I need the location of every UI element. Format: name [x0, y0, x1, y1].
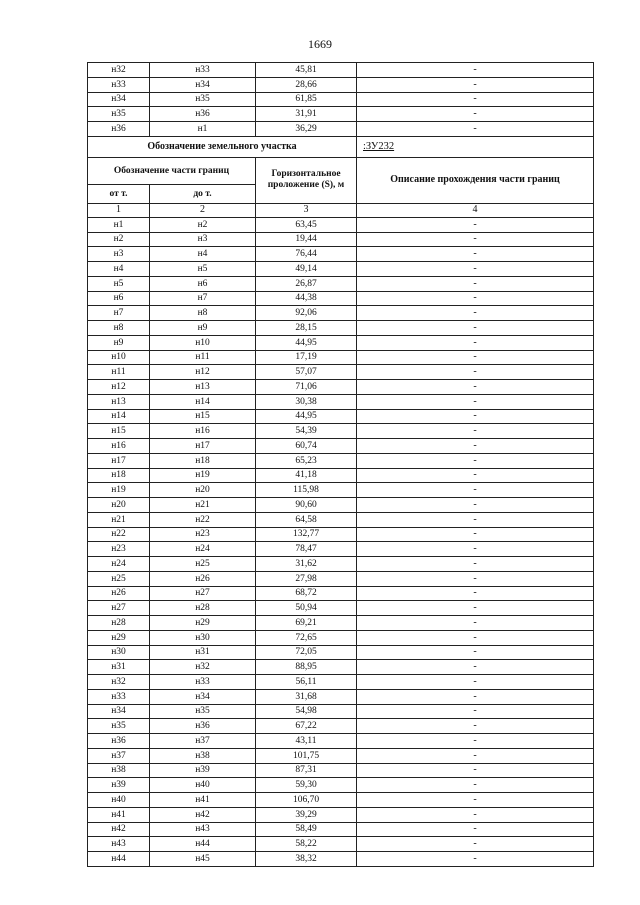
boundary-description: - — [357, 321, 594, 336]
segment-rows — [88, 217, 594, 866]
horizontal-length: 45,81 — [256, 63, 357, 78]
to-point: н13 — [150, 380, 256, 395]
column-number: 3 — [256, 203, 357, 217]
top-rows — [88, 63, 594, 137]
table-row — [88, 306, 594, 321]
horizontal-length: 39,29 — [256, 807, 357, 822]
boundary-description: - — [357, 557, 594, 572]
boundary-description: - — [357, 748, 594, 763]
to-point: н1 — [150, 122, 256, 137]
from-point: н15 — [88, 424, 150, 439]
boundary-description: - — [357, 807, 594, 822]
from-point: н18 — [88, 468, 150, 483]
to-point: н28 — [150, 601, 256, 616]
from-point: н7 — [88, 306, 150, 321]
horizontal-length: 72,05 — [256, 645, 357, 660]
boundary-description: - — [357, 704, 594, 719]
to-point: н17 — [150, 439, 256, 454]
table-row — [88, 527, 594, 542]
to-point: н11 — [150, 350, 256, 365]
from-point: н29 — [88, 630, 150, 645]
table-row — [88, 837, 594, 852]
from-point: н23 — [88, 542, 150, 557]
boundary-description: - — [357, 247, 594, 262]
from-point: н21 — [88, 512, 150, 527]
from-point: н32 — [88, 675, 150, 690]
from-point: н19 — [88, 483, 150, 498]
from-point: н22 — [88, 527, 150, 542]
horizontal-length: 41,18 — [256, 468, 357, 483]
to-point: н14 — [150, 394, 256, 409]
from-point: н8 — [88, 321, 150, 336]
from-point: н13 — [88, 394, 150, 409]
to-point: н20 — [150, 483, 256, 498]
boundary-description: - — [357, 394, 594, 409]
header-part: Обозначение части границ — [88, 157, 256, 184]
to-point: н35 — [150, 704, 256, 719]
header-to: до т. — [150, 184, 256, 203]
horizontal-length: 17,19 — [256, 350, 357, 365]
from-point: н9 — [88, 335, 150, 350]
to-point: н40 — [150, 778, 256, 793]
from-point: н31 — [88, 660, 150, 675]
table-row — [88, 262, 594, 277]
to-point: н18 — [150, 453, 256, 468]
table-row — [88, 63, 594, 78]
boundary-description: - — [357, 571, 594, 586]
table-row — [88, 92, 594, 107]
from-point: н3 — [88, 247, 150, 262]
from-point: н11 — [88, 365, 150, 380]
boundary-description: - — [357, 675, 594, 690]
table-row — [88, 107, 594, 122]
horizontal-length: 27,98 — [256, 571, 357, 586]
horizontal-length: 38,32 — [256, 852, 357, 867]
horizontal-length: 31,68 — [256, 689, 357, 704]
boundary-description: - — [357, 468, 594, 483]
from-point: н20 — [88, 498, 150, 513]
horizontal-length: 68,72 — [256, 586, 357, 601]
table-row — [88, 512, 594, 527]
table-row — [88, 778, 594, 793]
horizontal-length: 60,74 — [256, 439, 357, 454]
horizontal-length: 50,94 — [256, 601, 357, 616]
to-point: н34 — [150, 77, 256, 92]
boundary-description: - — [357, 822, 594, 837]
to-point: н38 — [150, 748, 256, 763]
to-point: н19 — [150, 468, 256, 483]
table-row — [88, 380, 594, 395]
table-row — [88, 122, 594, 137]
from-point: н26 — [88, 586, 150, 601]
table-row — [88, 483, 594, 498]
horizontal-length: 28,66 — [256, 77, 357, 92]
from-point: н33 — [88, 689, 150, 704]
boundary-description: - — [357, 63, 594, 78]
table-row — [88, 748, 594, 763]
to-point: н39 — [150, 763, 256, 778]
to-point: н34 — [150, 689, 256, 704]
boundary-description: - — [357, 365, 594, 380]
to-point: н22 — [150, 512, 256, 527]
table-row — [88, 557, 594, 572]
to-point: н4 — [150, 247, 256, 262]
table-row — [88, 630, 594, 645]
from-point: н38 — [88, 763, 150, 778]
to-point: н12 — [150, 365, 256, 380]
table-row — [88, 645, 594, 660]
from-point: н35 — [88, 107, 150, 122]
boundary-description: - — [357, 217, 594, 232]
boundary-description: - — [357, 350, 594, 365]
to-point: н45 — [150, 852, 256, 867]
from-point: н1 — [88, 217, 150, 232]
horizontal-length: 43,11 — [256, 734, 357, 749]
table-row — [88, 822, 594, 837]
horizontal-length: 76,44 — [256, 247, 357, 262]
horizontal-length: 31,62 — [256, 557, 357, 572]
to-point: н32 — [150, 660, 256, 675]
horizontal-length: 87,31 — [256, 763, 357, 778]
horizontal-length: 58,22 — [256, 837, 357, 852]
boundary-description: - — [357, 306, 594, 321]
table-row — [88, 660, 594, 675]
from-point: н36 — [88, 122, 150, 137]
boundary-description: - — [357, 793, 594, 808]
to-point: н7 — [150, 291, 256, 306]
boundary-description: - — [357, 689, 594, 704]
table-row — [88, 439, 594, 454]
from-point: н16 — [88, 439, 150, 454]
column-number: 1 — [88, 203, 150, 217]
boundary-description: - — [357, 291, 594, 306]
boundary-description: - — [357, 439, 594, 454]
table-row — [88, 571, 594, 586]
from-point: н6 — [88, 291, 150, 306]
boundary-description: - — [357, 719, 594, 734]
to-point: н2 — [150, 217, 256, 232]
horizontal-length: 44,95 — [256, 409, 357, 424]
table-row — [88, 232, 594, 247]
boundary-description: - — [357, 424, 594, 439]
table-row — [88, 675, 594, 690]
boundary-description: - — [357, 92, 594, 107]
table-row — [88, 542, 594, 557]
table-row — [88, 793, 594, 808]
horizontal-length: 56,11 — [256, 675, 357, 690]
table-row — [88, 468, 594, 483]
from-point: н32 — [88, 63, 150, 78]
table-row — [88, 704, 594, 719]
horizontal-length: 54,98 — [256, 704, 357, 719]
boundary-description: - — [357, 586, 594, 601]
to-point: н15 — [150, 409, 256, 424]
boundary-description: - — [357, 837, 594, 852]
from-point: н37 — [88, 748, 150, 763]
from-point: н39 — [88, 778, 150, 793]
from-point: н4 — [88, 262, 150, 277]
parcel-label: Обозначение земельного участка — [88, 136, 357, 157]
boundary-description: - — [357, 616, 594, 631]
horizontal-length: 65,23 — [256, 453, 357, 468]
column-number: 4 — [357, 203, 594, 217]
boundary-description: - — [357, 276, 594, 291]
horizontal-length: 19,44 — [256, 232, 357, 247]
to-point: н10 — [150, 335, 256, 350]
to-point: н41 — [150, 793, 256, 808]
to-point: н44 — [150, 837, 256, 852]
horizontal-length: 28,15 — [256, 321, 357, 336]
from-point: н5 — [88, 276, 150, 291]
boundary-description: - — [357, 527, 594, 542]
to-point: н24 — [150, 542, 256, 557]
to-point: н30 — [150, 630, 256, 645]
table-row — [88, 719, 594, 734]
to-point: н31 — [150, 645, 256, 660]
table-row — [88, 852, 594, 867]
from-point: н30 — [88, 645, 150, 660]
boundary-description: - — [357, 601, 594, 616]
horizontal-length: 92,06 — [256, 306, 357, 321]
horizontal-length: 90,60 — [256, 498, 357, 513]
to-point: н23 — [150, 527, 256, 542]
boundary-description: - — [357, 645, 594, 660]
to-point: н35 — [150, 92, 256, 107]
to-point: н36 — [150, 719, 256, 734]
to-point: н8 — [150, 306, 256, 321]
table-row — [88, 335, 594, 350]
boundary-description: - — [357, 763, 594, 778]
table-row — [88, 807, 594, 822]
table-row — [88, 409, 594, 424]
horizontal-length: 132,77 — [256, 527, 357, 542]
table-row — [88, 453, 594, 468]
from-point: н33 — [88, 77, 150, 92]
boundary-description: - — [357, 335, 594, 350]
to-point: н9 — [150, 321, 256, 336]
horizontal-length: 63,45 — [256, 217, 357, 232]
boundary-description: - — [357, 778, 594, 793]
from-point: н14 — [88, 409, 150, 424]
boundary-description: - — [357, 630, 594, 645]
horizontal-length: 106,70 — [256, 793, 357, 808]
table-row — [88, 321, 594, 336]
column-numbers-row — [88, 203, 594, 217]
horizontal-length: 31,91 — [256, 107, 357, 122]
horizontal-length: 72,65 — [256, 630, 357, 645]
horizontal-length: 59,30 — [256, 778, 357, 793]
to-point: н29 — [150, 616, 256, 631]
boundary-description: - — [357, 262, 594, 277]
to-point: н5 — [150, 262, 256, 277]
boundary-description: - — [357, 498, 594, 513]
header-from: от т. — [88, 184, 150, 203]
horizontal-length: 57,07 — [256, 365, 357, 380]
table-row — [88, 77, 594, 92]
horizontal-length: 88,95 — [256, 660, 357, 675]
from-point: н44 — [88, 852, 150, 867]
from-point: н35 — [88, 719, 150, 734]
column-number: 2 — [150, 203, 256, 217]
boundary-description: - — [357, 852, 594, 867]
table-row — [88, 601, 594, 616]
boundary-description: - — [357, 107, 594, 122]
boundary-description: - — [357, 734, 594, 749]
to-point: н16 — [150, 424, 256, 439]
to-point: н6 — [150, 276, 256, 291]
from-point: н27 — [88, 601, 150, 616]
table-row — [88, 350, 594, 365]
from-point: н43 — [88, 837, 150, 852]
horizontal-length: 61,85 — [256, 92, 357, 107]
horizontal-length: 26,87 — [256, 276, 357, 291]
header-row-1 — [88, 157, 594, 184]
from-point: н17 — [88, 453, 150, 468]
boundary-table — [87, 62, 594, 867]
boundary-description: - — [357, 542, 594, 557]
boundary-description: - — [357, 409, 594, 424]
horizontal-length: 30,38 — [256, 394, 357, 409]
table-row — [88, 616, 594, 631]
horizontal-length: 54,39 — [256, 424, 357, 439]
table-row — [88, 276, 594, 291]
horizontal-length: 115,98 — [256, 483, 357, 498]
horizontal-length: 44,95 — [256, 335, 357, 350]
table-row — [88, 365, 594, 380]
horizontal-length: 64,58 — [256, 512, 357, 527]
boundary-description: - — [357, 512, 594, 527]
to-point: н33 — [150, 63, 256, 78]
page-number: 1669 — [308, 37, 332, 51]
horizontal-length: 101,75 — [256, 748, 357, 763]
header-description: Описание прохождения части границ — [357, 157, 594, 203]
from-point: н40 — [88, 793, 150, 808]
table-row — [88, 247, 594, 262]
table-row — [88, 424, 594, 439]
to-point: н25 — [150, 557, 256, 572]
from-point: н25 — [88, 571, 150, 586]
boundary-description: - — [357, 77, 594, 92]
to-point: н43 — [150, 822, 256, 837]
table-row — [88, 763, 594, 778]
to-point: н21 — [150, 498, 256, 513]
parcel-row — [88, 136, 594, 157]
horizontal-length: 58,49 — [256, 822, 357, 837]
to-point: н26 — [150, 571, 256, 586]
horizontal-length: 36,29 — [256, 122, 357, 137]
from-point: н34 — [88, 704, 150, 719]
table-row — [88, 217, 594, 232]
to-point: н37 — [150, 734, 256, 749]
horizontal-length: 71,06 — [256, 380, 357, 395]
from-point: н42 — [88, 822, 150, 837]
table-row — [88, 586, 594, 601]
table-row — [88, 394, 594, 409]
from-point: н10 — [88, 350, 150, 365]
table-row — [88, 734, 594, 749]
from-point: н2 — [88, 232, 150, 247]
to-point: н33 — [150, 675, 256, 690]
to-point: н42 — [150, 807, 256, 822]
boundary-description: - — [357, 483, 594, 498]
boundary-description: - — [357, 122, 594, 137]
boundary-description: - — [357, 453, 594, 468]
to-point: н36 — [150, 107, 256, 122]
from-point: н28 — [88, 616, 150, 631]
horizontal-length: 78,47 — [256, 542, 357, 557]
parcel-id: :ЗУ232 — [357, 136, 594, 157]
boundary-description: - — [357, 380, 594, 395]
from-point: н41 — [88, 807, 150, 822]
boundary-description: - — [357, 232, 594, 247]
to-point: н27 — [150, 586, 256, 601]
header-length: Горизонтальное проложение (S), м — [256, 157, 357, 203]
from-point: н12 — [88, 380, 150, 395]
to-point: н3 — [150, 232, 256, 247]
from-point: н24 — [88, 557, 150, 572]
from-point: н34 — [88, 92, 150, 107]
boundary-description: - — [357, 660, 594, 675]
table-header — [88, 136, 594, 217]
table-row — [88, 291, 594, 306]
table-row — [88, 498, 594, 513]
from-point: н36 — [88, 734, 150, 749]
horizontal-length: 44,38 — [256, 291, 357, 306]
horizontal-length: 49,14 — [256, 262, 357, 277]
table-row — [88, 689, 594, 704]
horizontal-length: 67,22 — [256, 719, 357, 734]
horizontal-length: 69,21 — [256, 616, 357, 631]
